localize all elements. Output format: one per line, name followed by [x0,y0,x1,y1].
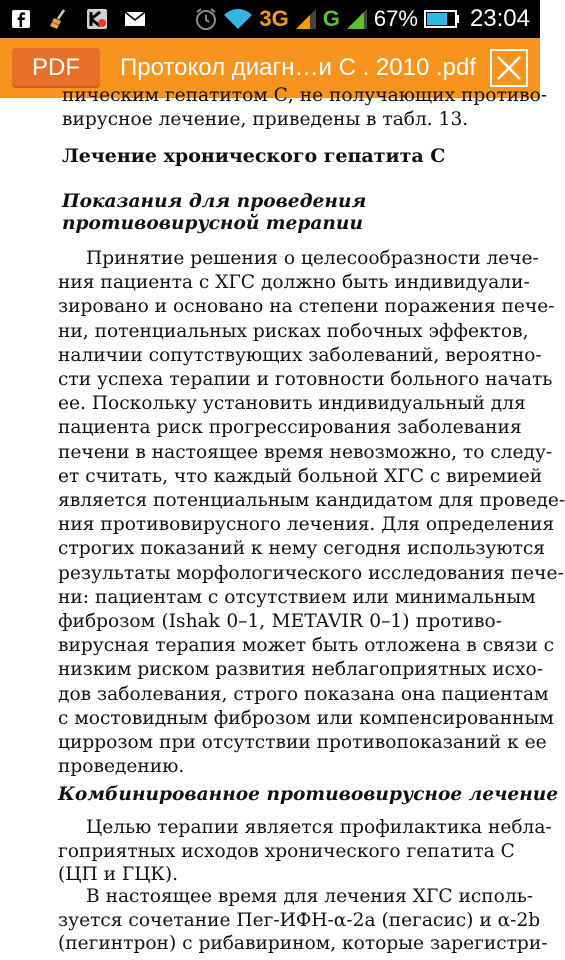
paragraph-line: зировано и основано на степени поражения пече- [58,296,555,318]
alarm-icon [195,8,217,30]
paragraph-line: сти успеха терапии и готовности больного начать [58,369,553,390]
paragraph-line: пациента риск прогрессирования заболевания [58,417,522,439]
paragraph-line: проведению. [58,756,185,778]
paragraph-line: низким риском развития неблагоприятных исхо- [58,659,544,681]
paragraph-line: Целью терапии является профилактика небла- [86,817,552,838]
paragraph-line: ния противовирусного лечения. Для определения [58,514,555,536]
paragraph-line: вирусная терапия может быть отложена в связи с [58,635,555,657]
subheading-combined-therapy: Комбинированное противовирусное лечение [58,784,559,805]
paragraph-line: (пегинтрон) с рибавирином, которые зарегистри- [58,933,548,954]
close-button[interactable] [490,49,528,87]
paragraph-line: циррозом при отсутствии противопоказаний к ее [58,732,547,753]
section-heading: Лечение хронического гепатита С [62,145,446,167]
paragraph-line: с мостовидным фиброзом или компенсированным [58,707,554,729]
paragraph-line: ния пациента с ХГС должно быть индивидуали- [58,272,530,294]
paragraph-line: дов заболевания, строго показана она пациентам [58,683,549,705]
network-g-label: G [322,6,340,31]
mail-icon [124,8,146,30]
subheading-indications-line2: противовирусной терапии [62,213,363,234]
paragraph-line: результаты морфологического исследования пече- [58,562,564,584]
facebook-icon [10,8,32,30]
pdf-page-view[interactable] [0,85,565,960]
battery-icon [424,8,460,30]
signal-icon-1 [295,8,317,30]
paragraph-line: зуется сочетание Пег-ИФН-α-2а (пегасис) и α-2b [58,909,541,931]
top-fragment-line: пическим гепатитом С, не получающих противо- [62,85,548,106]
signal-icon-2 [346,8,368,30]
subheading-indications-line1: Показания для проведения [62,191,367,212]
network-3g-label: 3G [259,6,289,31]
clock: 23:04 [469,5,530,32]
paragraph-line: ни: пациентам с отсутствием или минимальным [58,586,536,608]
broom-icon [48,8,70,30]
close-icon [496,55,522,81]
battery-percent: 67% [373,6,418,31]
paragraph-line: В настоящее время для лечения ХГС исполь- [86,886,534,907]
wifi-icon [223,8,253,30]
paragraph-line: Принятие решения о целесообразности лече- [86,248,539,269]
document-title: Протокол диагн…и С . 2010 .pdf [120,54,477,81]
status-bar [0,0,540,38]
paragraph-line: ее. Поскольку установить индивидуальный для [58,393,526,415]
paragraph-line: гоприятных исходов хронического гепатита С [58,840,515,862]
paragraph-line: наличии сопутствующих заболеваний, вероятно- [58,344,542,366]
notification-icons [10,8,146,30]
pdf-badge: PDF [12,48,100,88]
paragraph-line: печени в настоящее время невозможно, то следу- [58,441,553,463]
paragraph-line: строгих показаний к нему сегодня используются [58,538,546,560]
system-indicators [195,5,530,33]
paragraph-line: является потенциальным кандидатом для проведе- [58,490,565,511]
paragraph-line: фиброзом (Ishak 0–1, METAVIR 0–1) противо- [58,611,502,632]
intro-tail-line: вирусное лечение, приведены в табл. 13. [62,109,469,130]
paragraph-line: ет считать, что каждый больной ХГС с виремией [58,465,543,487]
kaspersky-icon [86,8,108,30]
paragraph-line: ни, потенциальных рисках побочных эффектов, [58,320,529,342]
paragraph-line: (ЦП и ГЦК). [58,864,178,885]
